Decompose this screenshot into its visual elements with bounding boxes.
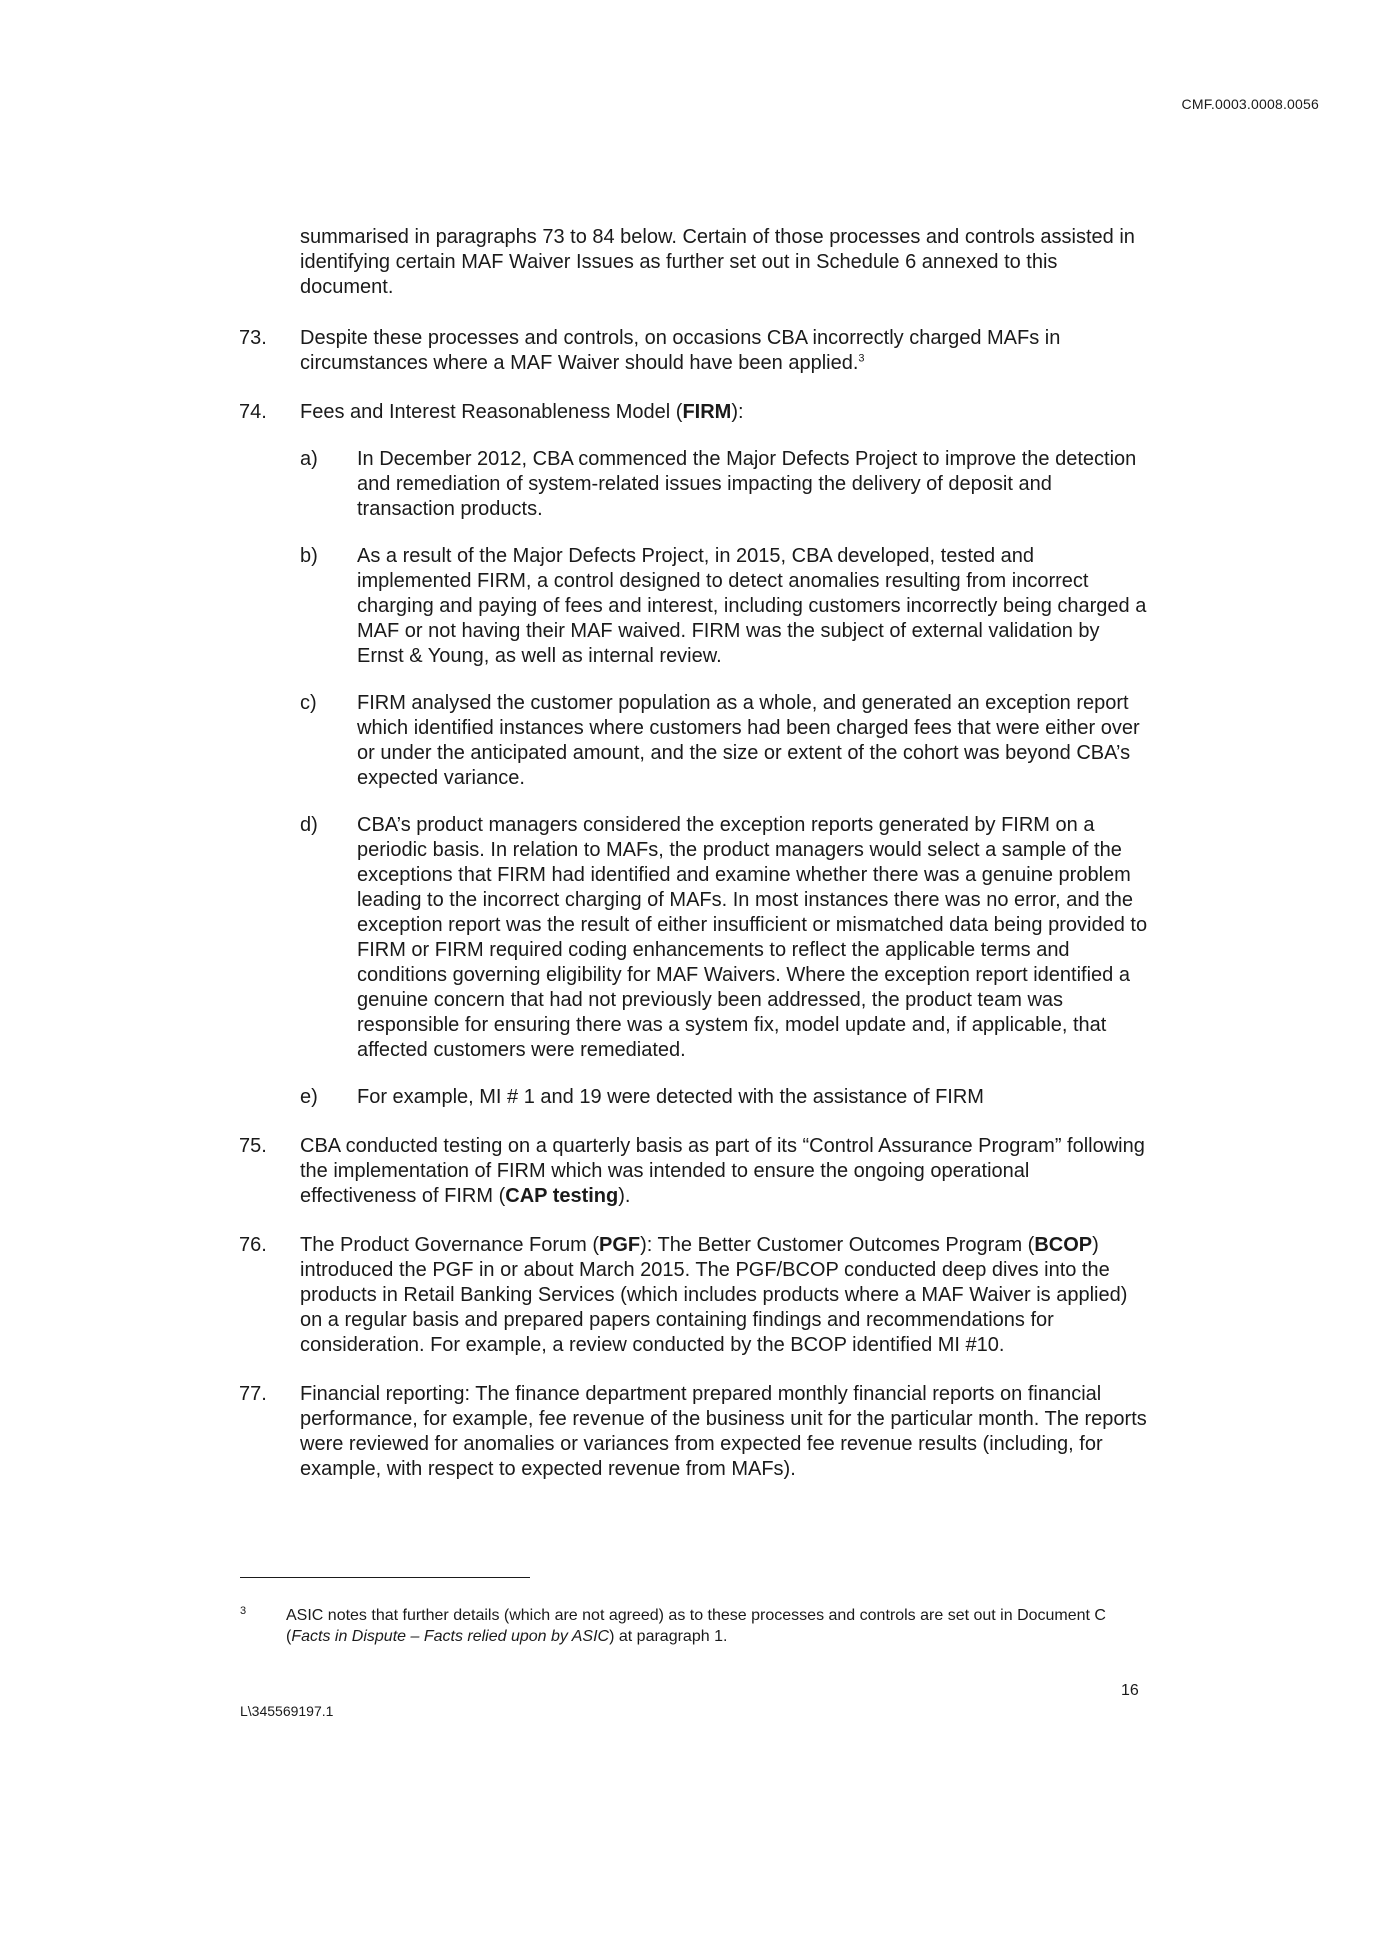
paragraph-text: Financial reporting: The finance department prepared monthly financial reports on financial performance, for example, fee revenue of the business unit for the particular month. The reports were reviewed for anomalies or variances from expected fee revenue results (including, for example, with respect to expected revenue from MAFs). bbox=[300, 1383, 1147, 1480]
footnote-text bbox=[286, 1605, 1120, 1647]
subparagraph-label: b) bbox=[300, 545, 318, 567]
footnote-reference[interactable]: 3 bbox=[858, 352, 865, 365]
lead-paragraph: summarised in paragraphs 73 to 84 below. Certain of those processes and controls assisted in identifying certain MAF Waiver Issues as further set out in Schedule 6 annexed to this document. bbox=[300, 226, 1135, 298]
paragraph-74 bbox=[239, 400, 1150, 1110]
footnote-text-part: ) at paragraph 1. bbox=[609, 1628, 728, 1645]
subparagraph-text: CBA’s product managers considered the exception reports generated by FIRM on a periodic basis. In relation to MAFs, the product managers would select a sample of the exceptions that FIRM had identified and examine whether there was a genuine problem leading to the incorrect charging of MAFs. In most instances there was no error, and the exception report was the result of either insufficient or mismatched data being provided to FIRM or FIRM required coding enhancements to reflect the applicable terms and conditions governing eligibility for MAF Waivers. Where the exception report identified a genuine concern that had not previously been addressed, the product team was responsible for ensuring there was a system fix, model update and, if applicable, that affected customers were remediated. bbox=[357, 814, 1148, 1061]
paragraph-text: ): The Better Customer Outcomes Program ( bbox=[640, 1234, 1035, 1256]
paragraph-77 bbox=[239, 1382, 1150, 1482]
subparagraph-text: In December 2012, CBA commenced the Major Defects Project to improve the detection and remediation of system-related issues impacting the delivery of deposit and transaction products. bbox=[357, 448, 1137, 520]
defined-term: BCOP bbox=[1034, 1234, 1093, 1256]
paragraph-76 bbox=[239, 1233, 1150, 1358]
defined-term: FIRM bbox=[682, 401, 732, 423]
subparagraph-a bbox=[300, 447, 1150, 522]
footnote-text-part: ASIC notes that further details (which are not agreed) as to these processes and controls are set out in Document C ( bbox=[286, 1607, 1106, 1645]
subparagraph-c bbox=[300, 691, 1150, 791]
subparagraph-text: FIRM analysed the customer population as a whole, and generated an exception report which identified instances where customers had been charged fees that were either over or under the anticipated amount, and the size or extent of the cohort was beyond CBA’s expected variance. bbox=[357, 692, 1140, 789]
paragraph-heading bbox=[300, 400, 1150, 425]
cited-title: Facts in Dispute – Facts relied upon by ASIC bbox=[291, 1628, 610, 1645]
heading-text: ): bbox=[731, 401, 744, 423]
paragraph-text: Despite these processes and controls, on occasions CBA incorrectly charged MAFs in circumstances where a MAF Waiver should have been applied. bbox=[300, 327, 1061, 374]
page-number: 16 bbox=[1121, 1682, 1139, 1699]
subparagraph-text: For example, MI # 1 and 19 were detected with the assistance of FIRM bbox=[357, 1086, 984, 1108]
subparagraph-label: d) bbox=[300, 814, 318, 836]
paragraph-text: ) introduced the PGF in or about March 2015. The PGF/BCOP conducted deep dives into the products in Retail Banking Services (which includes products where a MAF Waiver is applied) on a regular basis and prepared papers containing findings and recommendations for consideration. For example, a review conducted by the BCOP identified MI #10. bbox=[300, 1234, 1128, 1356]
subparagraph-label: a) bbox=[300, 448, 318, 470]
footnote-mark: 3 bbox=[240, 1605, 247, 1617]
document-id: CMF.0003.0008.0056 bbox=[1181, 96, 1319, 112]
subparagraph-e bbox=[300, 1085, 1150, 1110]
subparagraph-label: e) bbox=[300, 1086, 318, 1108]
subparagraph-b bbox=[300, 544, 1150, 669]
paragraph-text: ). bbox=[618, 1185, 631, 1207]
paragraph-number: 73. bbox=[239, 327, 267, 349]
paragraph-number: 74. bbox=[239, 401, 267, 423]
subparagraph-label: c) bbox=[300, 692, 317, 714]
paragraph-73 bbox=[239, 326, 1150, 376]
paragraph-75 bbox=[239, 1134, 1150, 1209]
document-body bbox=[239, 225, 1150, 1506]
paragraph-number: 76. bbox=[239, 1234, 267, 1256]
footnote bbox=[240, 1605, 1120, 1647]
defined-term: CAP testing bbox=[505, 1185, 619, 1207]
paragraph-text: CBA conducted testing on a quarterly basis as part of its “Control Assurance Program” following the implementation of FIRM which was intended to ensure the ongoing operational effectiveness of FIRM ( bbox=[300, 1135, 1145, 1207]
paragraph-number: 75. bbox=[239, 1135, 267, 1157]
paragraph-text: The Product Governance Forum ( bbox=[300, 1234, 600, 1256]
subparagraph-d bbox=[300, 813, 1150, 1063]
subparagraph-text: As a result of the Major Defects Project, in 2015, CBA developed, tested and implemented FIRM, a control designed to detect anomalies resulting from incorrect charging and paying of fees and interest, including customers incorrectly being charged a MAF or not having their MAF waived. FIRM was the subject of external validation by Ernst & Young, as well as internal review. bbox=[357, 545, 1147, 667]
heading-text: Fees and Interest Reasonableness Model ( bbox=[300, 401, 683, 423]
footnote-separator bbox=[240, 1577, 530, 1578]
defined-term: PGF bbox=[599, 1234, 641, 1256]
paragraph-number: 77. bbox=[239, 1383, 267, 1405]
document-reference: L\345569197.1 bbox=[240, 1703, 334, 1719]
